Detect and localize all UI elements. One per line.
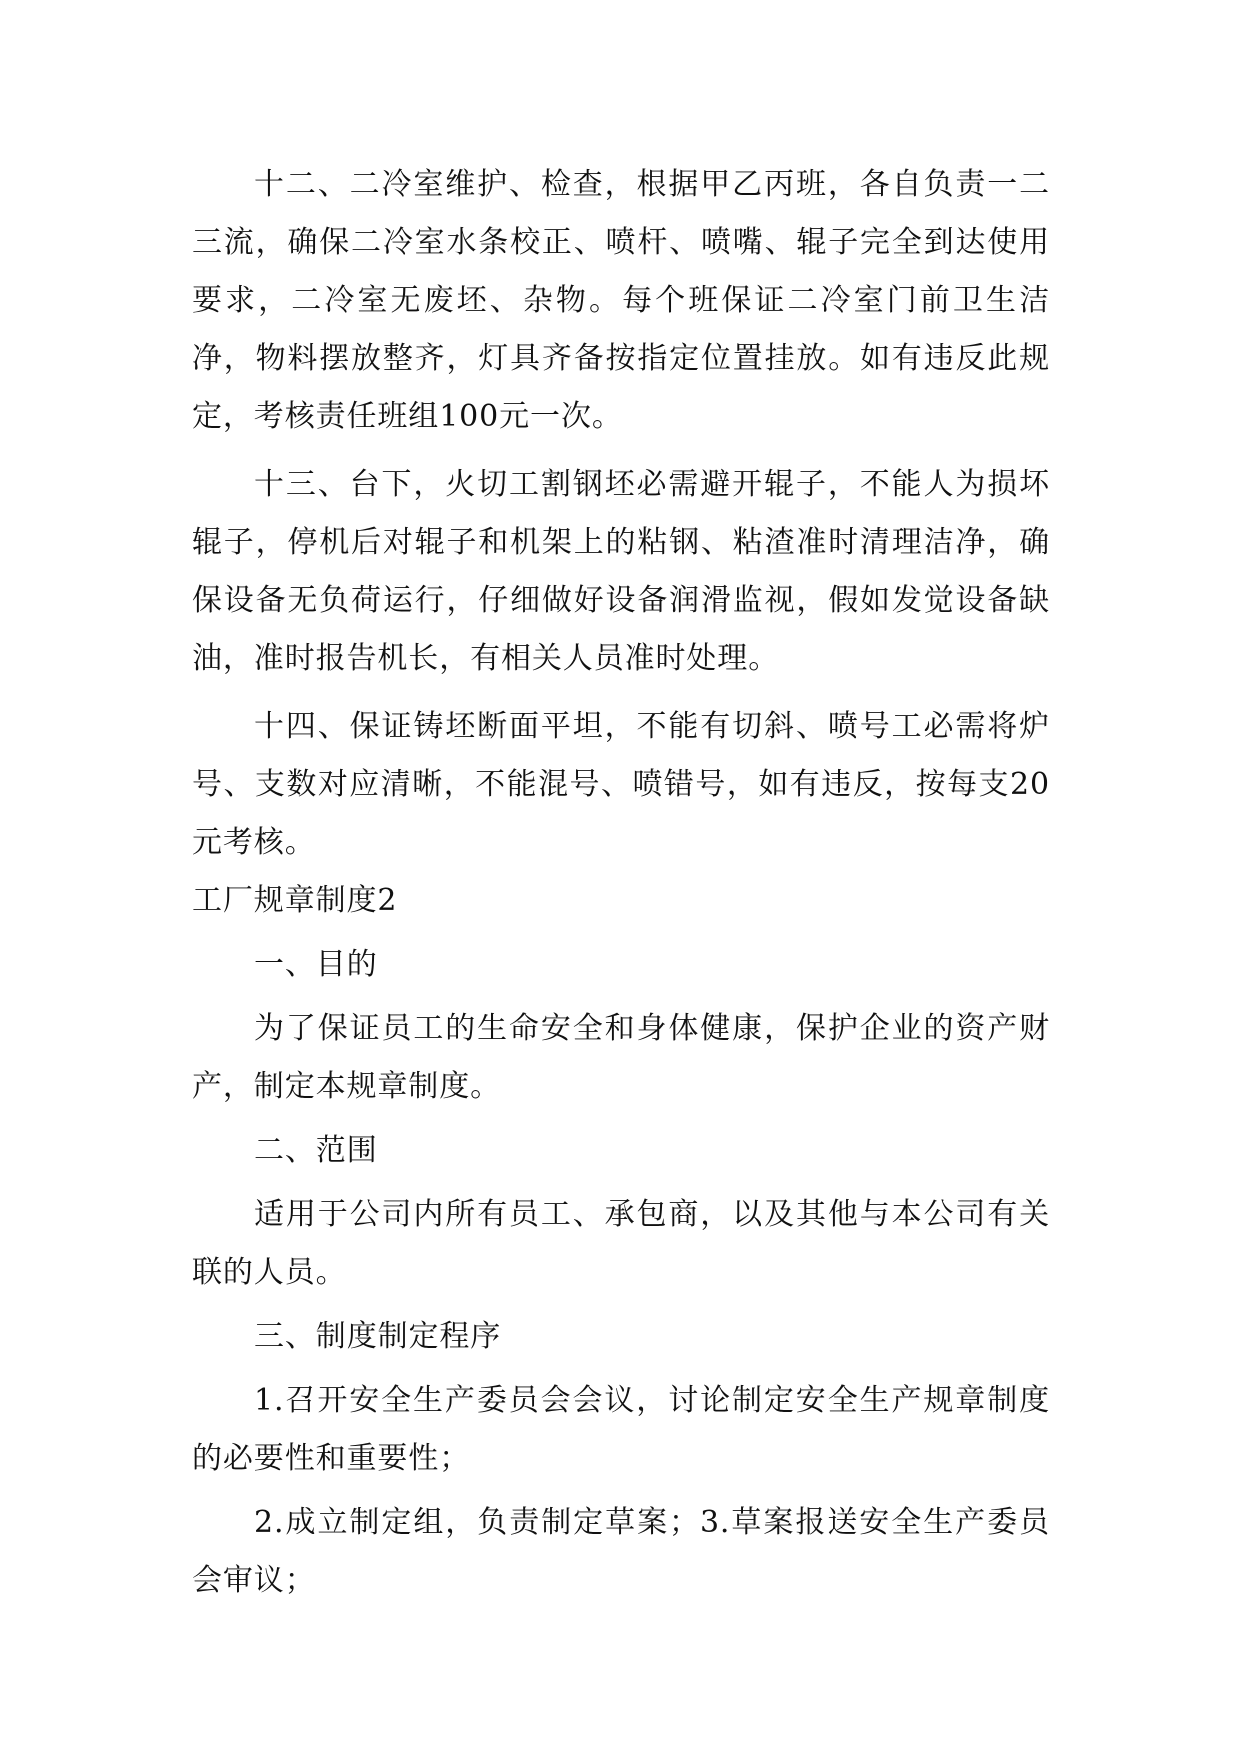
paragraph-purpose: 为了保证员工的生命安全和身体健康，保护企业的资产财产，制定本规章制度。 [192,1011,1050,1104]
paragraph-item-14: 十四、保证铸坯断面平坦，不能有切斜、喷号工必需将炉号、支数对应清晰，不能混号、喷错号，如有违反，按每支20元考核。 [192,709,1050,860]
paragraph-item-13: 十三、台下，火切工割钢坯必需避开辊子，不能人为损坏辊子，停机后对辊子和机架上的粘钢、粘渣准时清理洁净，确保设备无负荷运行，仔细做好设备润滑监视，假如发觉设备缺油，准时报告机长，有相关人员准时处理。 [192,467,1050,676]
section-title: 工厂规章制度2 [192,883,398,918]
section-heading-scope: 二、范围 [254,1133,378,1168]
document-page [192,156,1050,1610]
procedure-step-2-3: 2.成立制定组，负责制定草案；3.草案报送安全生产委员会审议； [192,1505,1050,1598]
paragraph-scope: 适用于公司内所有员工、承包商，以及其他与本公司有关联的人员。 [192,1197,1050,1290]
section-heading-purpose: 一、目的 [254,947,378,982]
paragraph-item-12: 十二、二冷室维护、检查，根据甲乙丙班，各自负责一二三流，确保二冷室水条校正、喷杆、喷嘴、辊子完全到达使用要求，二冷室无废坯、杂物。每个班保证二冷室门前卫生洁净，物料摆放整齐，灯具齐备按指定位置挂放。如有违反此规定，考核责任班组100元一次。 [192,167,1050,434]
section-heading-procedure: 三、制度制定程序 [254,1319,502,1354]
procedure-step-1: 1.召开安全生产委员会会议，讨论制定安全生产规章制度的必要性和重要性； [192,1383,1050,1476]
